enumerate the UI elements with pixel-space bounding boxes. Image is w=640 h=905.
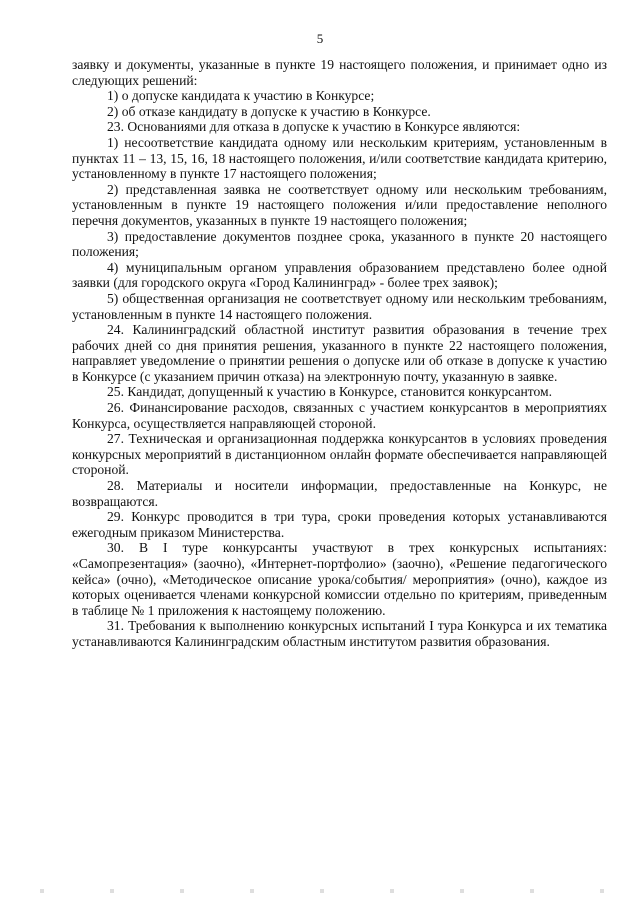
paragraph-23: 23. Основаниями для отказа в допуске к участию в Конкурсе являются: — [107, 119, 521, 135]
paragraph-27: 27. Техническая и организационная поддержка конкурсантов в условиях проведения конкурсных мероприятий в дистанционном онлайн формате обеспечивается направляющей стороной. — [72, 431, 607, 478]
scan-edge-artifact — [0, 889, 640, 893]
paragraph-29: 29. Конкурс проводится в три тура, сроки проведения которых устанавливаются ежегодным приказом Министерства. — [72, 509, 607, 540]
paragraph-23-item-4: 4) муниципальным органом управления образованием представлено более одной заявки (для городского округа «Город Калининград» - более трех заявок); — [72, 259, 607, 291]
page-number: 5 — [316, 31, 324, 46]
paragraph-28: 28. Материалы и носители информации, предоставленные на Конкурс, не возвращаются. — [72, 478, 607, 509]
document-body — [72, 57, 607, 650]
paragraph-26: 26. Финансирование расходов, связанных с участием конкурсантов в мероприятиях Конкурса, осуществляется направляющей стороной. — [72, 400, 607, 431]
paragraph-25: 25. Кандидат, допущенный к участию в Конкурсе, становится конкурсантом. — [107, 384, 553, 400]
paragraph-31: 31. Требования к выполнению конкурсных испытаний I тура Конкурса и их тематика устанавливаются Калининградским областным институтом развития образования. — [72, 618, 607, 649]
paragraph-continuation: заявку и документы, указанные в пункте 19 настоящего положения, и принимает одно из следующих решений: — [72, 57, 607, 88]
paragraph-30: 30. В I туре конкурсанты участвуют в трех конкурсных испытаниях: «Самопрезентация» (заочно), «Интернет-портфолио» (заочно), «Решение педагогического кейса» (очно), «Методическое описание урока/события/ мероприятия» (очно), каждое из которых оценивается членами конкурсной комиссии отдельно по критериям, приведенным в таблице № 1 приложения к настоящему положению. — [72, 540, 607, 618]
paragraph-23-item-5: 5) общественная организация не соответствует одному или нескольким требованиям, установленным в пункте 14 настоящего положения. — [72, 290, 607, 322]
paragraph-23-item-3: 3) предоставление документов позднее срока, указанного в пункте 20 настоящего положения; — [72, 228, 607, 260]
paragraph-24: 24. Калининградский областной институт развития образования в течение трех рабочих дней со дня принятия решения, указанного в пункте 22 настоящего положения, направляет уведомление о принятии решения о допуске или об отказе в допуске к участию в Конкурсе (с указанием причин отказа) на электронную почту, указанную в заявке. — [72, 322, 607, 384]
paragraph-23-item-1: 1) несоответствие кандидата одному или нескольким критериям, установленным в пунктах 11 – 13, 15, 16, 18 настоящего положения, и/или соответствие кандидата критерию, установленному в пункте 17 настоящего положения; — [72, 134, 607, 182]
paragraph-22-option-1: 1) о допуске кандидата к участию в Конкурсе; — [107, 88, 375, 104]
paragraph-22-option-2: 2) об отказе кандидату в допуске к участию в Конкурсе. — [107, 103, 431, 119]
paragraph-23-item-2: 2) представленная заявка не соответствует одному или нескольким требованиям, установленным в пункте 19 настоящего положения и/или предоставление неполного перечня документов, указанных в пункте 19 настоящего положения; — [72, 181, 607, 228]
